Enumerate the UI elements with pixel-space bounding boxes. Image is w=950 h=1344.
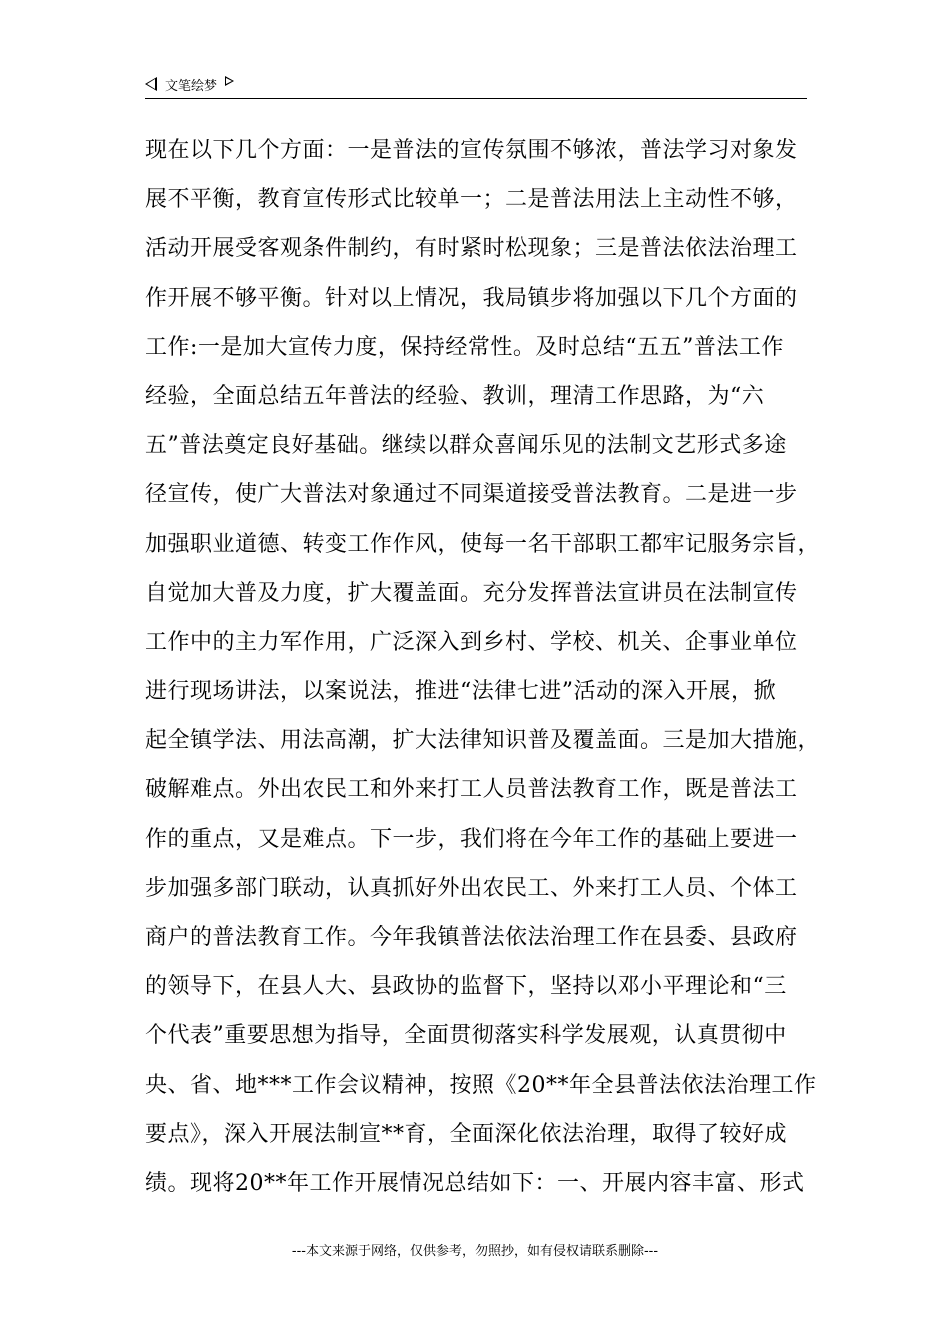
body-line: 工作:一是加大宣传力度，保持经常性。及时总结“五五”普法工作	[145, 334, 784, 360]
body-line: 加强职业道德、转变工作作风，使每一名干部职工都牢记服务宗旨，	[145, 531, 821, 557]
body-line: 绩。现将20**年工作开展情况总结如下：一、开展内容丰富、形式	[145, 1170, 805, 1196]
body-line: 现在以下几个方面：一是普法的宣传氛围不够浓，普法学习对象发	[145, 138, 798, 163]
body-line: 五”普法奠定良好基础。继续以群众喜闻乐见的法制文艺形式多途	[145, 433, 787, 459]
body-line: 径宣传，使广大普法对象通过不同渠道接受普法教育。二是进一步	[145, 482, 798, 508]
body-line: 作开展不够平衡。针对以上情况，我局镇步将加强以下几个方面的	[145, 285, 798, 311]
body-line: 作的重点，又是难点。下一步，我们将在今年工作的基础上要进一	[145, 826, 798, 852]
body-line: 进行现场讲法，以案说法，推进“法律七进”活动的深入开展，掀	[145, 679, 776, 705]
body-line: 经验，全面总结五年普法的经验、教训，理清工作思路，为“六	[145, 383, 765, 409]
header-title: 文笔绘梦	[165, 78, 218, 94]
body-line: 起全镇学法、用法高潮，扩大法律知识普及覆盖面。三是加大措施，	[145, 728, 821, 754]
document-body	[145, 131, 821, 1213]
body-line: 工作中的主力军作用，广泛深入到乡村、学校、机关、企事业单位	[145, 629, 798, 655]
body-line: 自觉加大普及力度，扩大覆盖面。充分发挥普法宣讲员在法制宣传	[145, 580, 798, 606]
body-line: 步加强多部门联动，认真抓好外出农民工、外来打工人员、个体工	[145, 875, 798, 901]
body-line: 破解难点。外出农民工和外来打工人员普法教育工作，既是普法工	[145, 777, 798, 803]
page-footer: ---本文来源于网络，仅供参考，勿照抄，如有侵权请联系删除---	[291, 1244, 659, 1259]
body-line: 的领导下，在县人大、县政协的监督下，坚持以邓小平理论和“三	[145, 974, 787, 1000]
body-line: 央、省、地***工作会议精神，按照《20**年全县普法依法治理工作	[145, 1072, 817, 1098]
body-line: 活动开展受客观条件制约，有时紧时松现象；三是普法依法治理工	[145, 236, 798, 262]
body-line: 展不平衡，教育宣传形式比较单一；二是普法用法上主动性不够，	[145, 187, 798, 213]
header-bar	[145, 73, 807, 95]
body-line: 商户的普法教育工作。今年我镇普法依法治理工作在县委、县政府	[145, 925, 798, 950]
body-line: 要点》，深入开展法制宣**育，全面深化依法治理，取得了较好成	[145, 1121, 788, 1147]
body-line: 个代表”重要思想为指导，全面贯彻落实科学发展观，认真贯彻中	[145, 1023, 787, 1049]
triangle-right-icon	[225, 76, 234, 86]
page-header	[145, 73, 807, 99]
triangle-left-icon	[145, 77, 157, 91]
